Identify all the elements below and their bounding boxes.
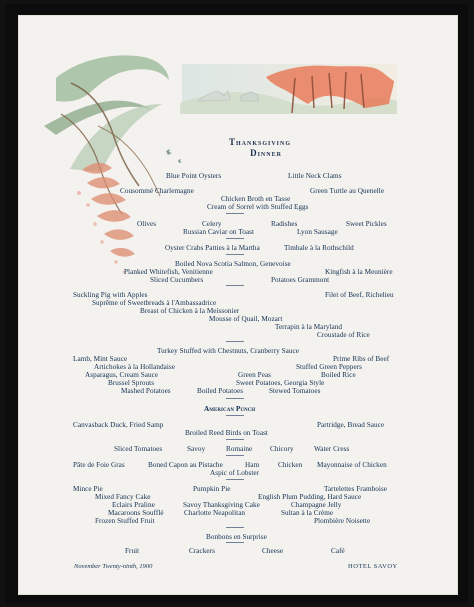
menu-line: Lamb, Mint Sauce bbox=[73, 355, 128, 363]
menu-line: Mince Pie bbox=[73, 485, 103, 493]
menu-line: Cream of Sorrel with Stuffed Eggs bbox=[207, 203, 309, 211]
menu-line: Filet of Beef, Richelieu bbox=[325, 291, 394, 299]
menu-line: Savoy Thanksgiving Cake bbox=[183, 501, 260, 509]
hotel-name: HOTEL SAVOY bbox=[348, 563, 398, 570]
separator bbox=[226, 238, 244, 239]
menu-line: Russian Caviar on Toast bbox=[183, 228, 254, 236]
menu-line: Macaroons Soufflé bbox=[108, 509, 164, 517]
menu-line: Sweet Pickles bbox=[346, 220, 387, 228]
menu-line: Eclairs Praline bbox=[112, 501, 155, 509]
separator bbox=[226, 254, 244, 255]
menu-line: Crackers bbox=[189, 547, 215, 555]
menu-line: Little Neck Clams bbox=[288, 172, 342, 180]
menu-line: Breast of Chicken à la Meissonier bbox=[140, 307, 240, 315]
menu-line: Tartelettes Framboise bbox=[324, 485, 388, 493]
title-line-2: Dinner bbox=[250, 148, 282, 158]
separator bbox=[226, 527, 244, 528]
menu-line: Green Peas bbox=[238, 371, 272, 379]
menu-line: Potatoes Grammont bbox=[271, 276, 330, 284]
menu-line: Timbale à la Rothschild bbox=[284, 244, 354, 252]
menu-line: Terrapin à la Maryland bbox=[275, 323, 343, 331]
menu-line: Frozen Stuffed Fruit bbox=[95, 517, 155, 525]
menu-line: Water Cress bbox=[314, 445, 350, 453]
menu-line: Fruit bbox=[125, 547, 140, 555]
menu-line: Pumpkin Pie bbox=[193, 485, 231, 493]
menu-line: Sultan à la Crème bbox=[281, 509, 334, 517]
menu-line: Lyon Sausage bbox=[297, 228, 338, 236]
menu-line: Chicken Broth en Tasse bbox=[221, 195, 291, 203]
menu-line: Broiled Reed Birds on Toast bbox=[185, 429, 268, 437]
menu-line: Mixed Fancy Cake bbox=[95, 493, 151, 501]
menu-line: Suckling Pig with Apples bbox=[73, 291, 148, 299]
menu-line: Artichokes à la Hollandaise bbox=[94, 363, 175, 371]
menu-line: Bonbons en Surprise bbox=[206, 533, 267, 541]
menu-line: Ham bbox=[245, 461, 260, 469]
menu-line: English Plum Pudding, Hard Sauce bbox=[258, 493, 362, 501]
menu-line: Boiled Rice bbox=[321, 371, 356, 379]
menu-line: Suprême of Sweetbreads à l'Ambassadrice bbox=[92, 299, 217, 307]
menu-line: Savoy bbox=[187, 445, 206, 453]
menu-title bbox=[200, 137, 320, 159]
menu-line: Oyster Crabs Patties à la Martha bbox=[165, 244, 260, 252]
menu-line: Chicken bbox=[278, 461, 303, 469]
menu-line: Blue Point Oysters bbox=[166, 172, 222, 180]
menu-line: Mashed Potatoes bbox=[121, 387, 171, 395]
menu-line: Mousse of Quail, Mozart bbox=[209, 315, 283, 323]
menu-line: Turkey Stuffed with Chestnuts, Cranberry Sauce bbox=[157, 347, 300, 355]
menu-line: Planked Whitefish, Venitienne bbox=[124, 268, 213, 276]
separator bbox=[226, 479, 244, 480]
menu-line: Pâte de Foie Gras bbox=[73, 461, 125, 469]
menu-line: Asparagus, Cream Sauce bbox=[85, 371, 159, 379]
menu-line: Boiled Nova Scotia Salmon, Genevoise bbox=[175, 260, 291, 268]
separator bbox=[226, 213, 244, 214]
menu-line: Champagne Jelly bbox=[291, 501, 342, 509]
menu-line: Chicory bbox=[270, 445, 294, 453]
menu-line: Boiled Potatoes bbox=[197, 387, 244, 395]
menu-line: Cousommé Charlemagne bbox=[120, 187, 194, 195]
menu-line: Sliced Tomatoes bbox=[114, 445, 163, 453]
separator bbox=[226, 415, 244, 416]
separator bbox=[226, 341, 244, 342]
menu-line: Boned Capon au Pistache bbox=[148, 461, 223, 469]
menu-line: Charlotte Neapolitan bbox=[184, 509, 246, 517]
menu-line: Aspic of Lobster bbox=[210, 469, 260, 477]
menu-line: Prime Ribs of Beef bbox=[333, 355, 390, 363]
menu-line: Brussel Sprouts bbox=[108, 379, 155, 387]
menu-line: Green Turtle au Quenelle bbox=[310, 187, 385, 195]
menu-line: Café bbox=[331, 547, 345, 555]
menu-line: Romaine bbox=[226, 445, 253, 453]
separator bbox=[226, 439, 244, 440]
menu-line: Celery bbox=[202, 220, 222, 228]
menu-line: Mayonnaise of Chicken bbox=[317, 461, 387, 469]
menu-line: Radishes bbox=[271, 220, 298, 228]
separator bbox=[226, 285, 244, 286]
separator bbox=[226, 398, 244, 399]
menu-line: Olives bbox=[137, 220, 157, 228]
title-line-1: Thanksgiving bbox=[228, 137, 291, 147]
menu-line: Stuffed Green Peppers bbox=[296, 363, 362, 371]
menu-line: Partridge, Bread Sauce bbox=[317, 421, 385, 429]
menu-line: Sliced Cucumbers bbox=[150, 276, 204, 284]
separator bbox=[226, 542, 244, 543]
menu-line: Canvasback Duck, Fried Samp bbox=[73, 421, 164, 429]
menu-line: Cheese bbox=[262, 547, 284, 555]
menu-line: Plombière Noisette bbox=[314, 517, 371, 525]
menu-date: November Twenty-ninth, 1900 bbox=[74, 563, 153, 570]
menu-line: Croustade of Rice bbox=[317, 331, 370, 339]
separator bbox=[226, 455, 244, 456]
menu-line: Kingfish à la Meunière bbox=[325, 268, 393, 276]
menu-line: Sweet Potatoes, Georgia Style bbox=[236, 379, 325, 387]
punch-course: American Punch bbox=[204, 405, 256, 413]
menu-line: Stewed Tomatoes bbox=[269, 387, 321, 395]
